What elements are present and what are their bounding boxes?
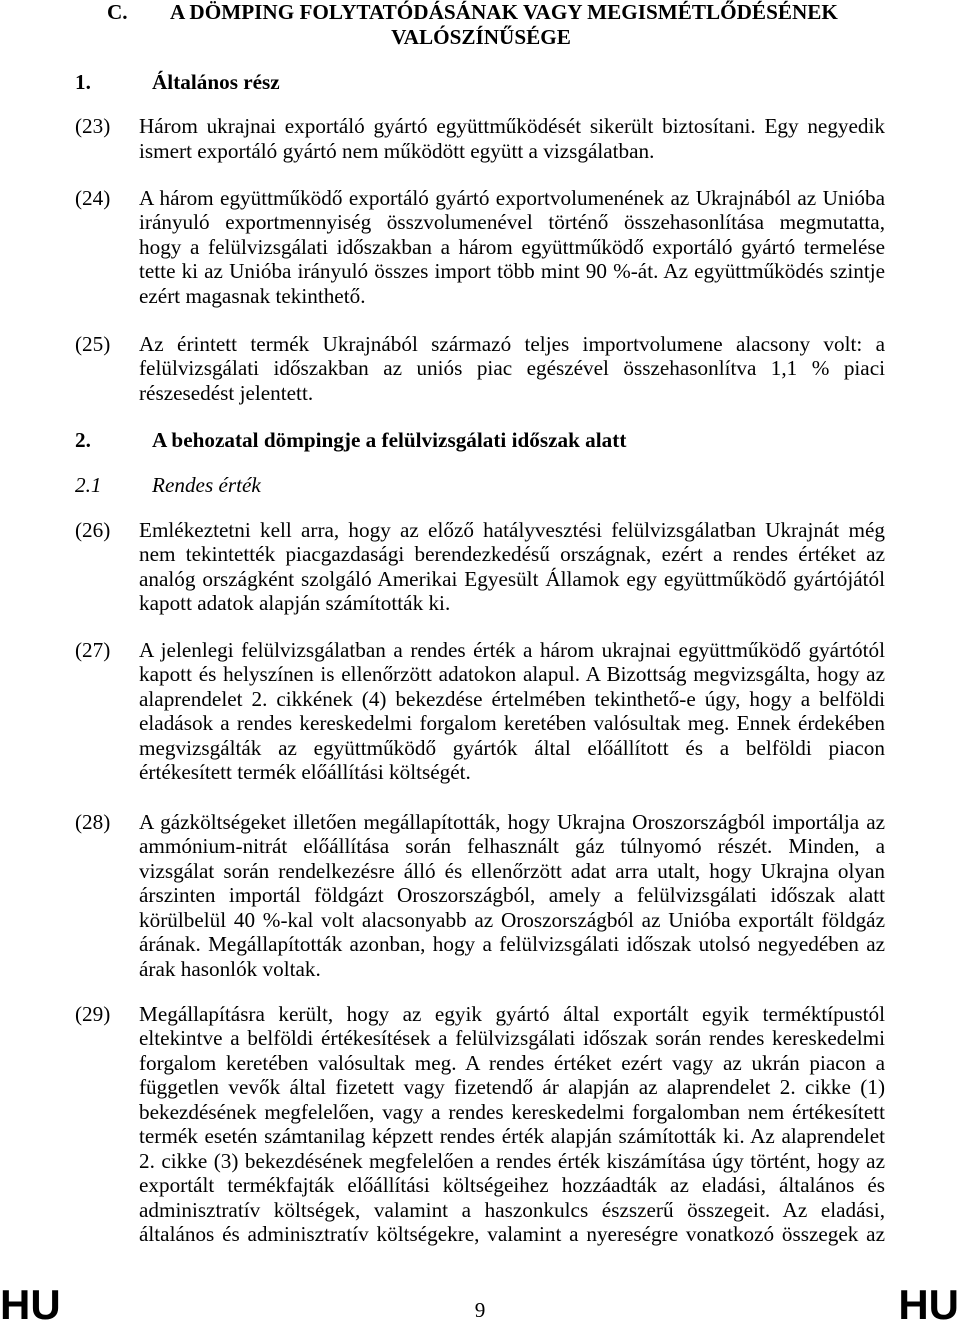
section-number: 2.	[75, 427, 91, 452]
paragraph-line: exportált termékfajták előállítási költségeihez hozzáadták az eladási, általános és	[139, 1173, 885, 1197]
paragraph-body	[139, 1002, 885, 1247]
paragraph-line: ammónium-nitrát előállítása során felhasznált gáz túlnyomó részét. Minden, a	[139, 834, 885, 858]
paragraph-body	[139, 638, 885, 785]
paragraph-line: értékesített termék előállítási költségét.	[139, 760, 471, 784]
subsection-heading-2-1	[0, 473, 960, 498]
paragraph-line: részesedést jelentett.	[139, 380, 314, 405]
paragraph-line: A három együttműködő exportáló gyártó exportvolumenének az Ukrajnából az Unióba	[139, 185, 885, 210]
paragraph-line: hogy a felülvizsgálati időszakban a három együttműködő exportáló gyártó termelése	[139, 234, 885, 259]
paragraph-number: (27)	[75, 637, 111, 662]
chapter-title-line-1: A DÖMPING FOLYTATÓDÁSÁNAK VAGY MEGISMÉTLŐDÉSÉNEK	[170, 0, 838, 24]
chapter-title-line-2: VALÓSZÍNŰSÉGE	[391, 24, 571, 49]
paragraph-line: független vevők által fizetett vagy fizetendő ár alapján az alaprendelet 2. cikke (1)	[139, 1075, 885, 1099]
paragraph-body	[139, 332, 885, 406]
paragraph-line: árszinten importál földgázt Oroszországból, amely a felülvizsgálati időszak alatt	[139, 883, 885, 907]
paragraph-body	[139, 114, 885, 163]
paragraph-body	[139, 518, 885, 616]
paragraph-number: (24)	[75, 185, 111, 210]
paragraph-number: (29)	[75, 1001, 111, 1026]
chapter-letter: C.	[107, 0, 128, 24]
paragraph-number: (23)	[75, 114, 111, 138]
paragraph-line: árának. Megállapították azonban, hogy a felülvizsgálati időszak utolsó negyedében az	[139, 932, 885, 956]
paragraph-line: Megállapításra került, hogy az egyik gyártó által exportált egyik terméktípustól	[139, 1001, 885, 1026]
section-heading-1	[0, 70, 960, 95]
paragraph-line: felülvizsgálati időszakban az uniós piac egészével összehasonlítva 1,1 % piaci	[139, 356, 885, 380]
paragraph-line: Emlékeztetni kell arra, hogy az előző hatályvesztési felülvizsgálatban Ukrajnát még	[139, 517, 885, 542]
paragraph-line: bekezdésének megfelelően, vagy a rendes kereskedelmi forgalomban nem értékesített	[139, 1099, 885, 1124]
paragraph-line: eladások a rendes kereskedelmi forgalom keretében valósultak meg. Ennek érdekében	[139, 711, 885, 735]
paragraph-line: megvizsgálták az együttműködő gyártók által előállított és a belföldi piacon	[139, 735, 885, 760]
paragraph-body	[139, 810, 885, 982]
paragraph-line: vizsgálat során rendelkezésre álló és ellenőrzött adat arra utalt, hogy Ukrajna olyan	[139, 858, 885, 883]
paragraph-line: Három ukrajnai exportáló gyártó együttműködését sikerült biztosítani. Egy negyedik	[139, 114, 885, 138]
paragraph-line: forgalom keretében valósultak meg. A rendes értéket ezért vagy az ukrán piacon a	[139, 1050, 885, 1075]
paragraph-line: eltekintve a belföldi értékesítések a felülvizsgálati időszak során rendes kereskedelmi	[139, 1026, 885, 1050]
paragraph-line: analóg országként szolgáló Amerikai Egyesült Államok egy együttműködő gyártójától	[139, 566, 885, 591]
paragraph-line: irányuló exportmennyiség összvolumenével történő összehasonlítása megmutatta,	[139, 210, 885, 234]
paragraph-line: adminisztratív költségek, valamint a haszonkulcs észszerű összegeit. Az eladási,	[139, 1197, 885, 1222]
paragraph-line: kapott adatok alapján számították ki.	[139, 591, 451, 615]
paragraph-line: körülbelül 40 %-kal volt alacsonyabb az Oroszországból az Unióba exportált földgáz	[139, 907, 885, 932]
language-code-left: HU	[0, 1281, 61, 1328]
paragraph-line: alaprendelet 2. cikkének (4) bekezdése értelmében tekinthető-e úgy, hogy a belföldi	[139, 686, 885, 711]
paragraph-line: kapott és helyszínen is ellenőrzött adatokon alapul. A Bizottság megvizsgálta, hogy az	[139, 662, 885, 686]
paragraph-line: A jelenlegi felülvizsgálatban a rendes érték a három ukrajnai együttműködő gyártótól	[139, 637, 885, 662]
paragraph-number: (26)	[75, 517, 111, 542]
page-number: 9	[474, 1298, 486, 1322]
paragraph-line: A gázköltségeket illetően megállapították, hogy Ukrajna Oroszországból importálja az	[139, 809, 885, 834]
paragraph-number: (25)	[75, 331, 111, 356]
paragraph-number: (28)	[75, 809, 111, 834]
paragraph-body	[139, 186, 885, 309]
section-title: Általános rész	[152, 70, 280, 94]
section-number: 1.	[75, 70, 91, 94]
paragraph-line: ezért magasnak tekinthető.	[139, 283, 366, 308]
paragraph-line: 2. cikke (3) bekezdésének megfelelően a rendes érték kiszámítása úgy történt, hogy az	[139, 1148, 885, 1173]
section-heading-2	[0, 428, 960, 453]
paragraph-line: tette ki az Unióba irányuló összes import több mint 90 %-át. Az együttműködés szintje	[139, 259, 885, 283]
paragraph-line: nem tekintették piacgazdasági berendezkedésű országnak, ezért a rendes értéket az	[139, 542, 885, 566]
paragraph-line: általános és adminisztratív költségekre, valamint a nyereségre vonatkozó összegek az	[139, 1222, 885, 1246]
section-title: A behozatal dömpingje a felülvizsgálati időszak alatt	[152, 427, 627, 452]
subsection-title: Rendes érték	[152, 472, 261, 497]
paragraph-line: árak hasonlók voltak.	[139, 956, 321, 981]
language-code-right: HU	[898, 1281, 959, 1328]
paragraph-line: ismert exportáló gyártó nem működött együtt a vizsgálatban.	[139, 138, 655, 163]
paragraph-line: Az érintett termék Ukrajnából származó teljes importvolumene alacsony volt: a	[139, 331, 885, 356]
paragraph-line: termék esetén számtanilag képzett rendes érték alapján számították ki. Az alaprendelet	[139, 1124, 885, 1148]
subsection-number: 2.1	[75, 472, 102, 497]
